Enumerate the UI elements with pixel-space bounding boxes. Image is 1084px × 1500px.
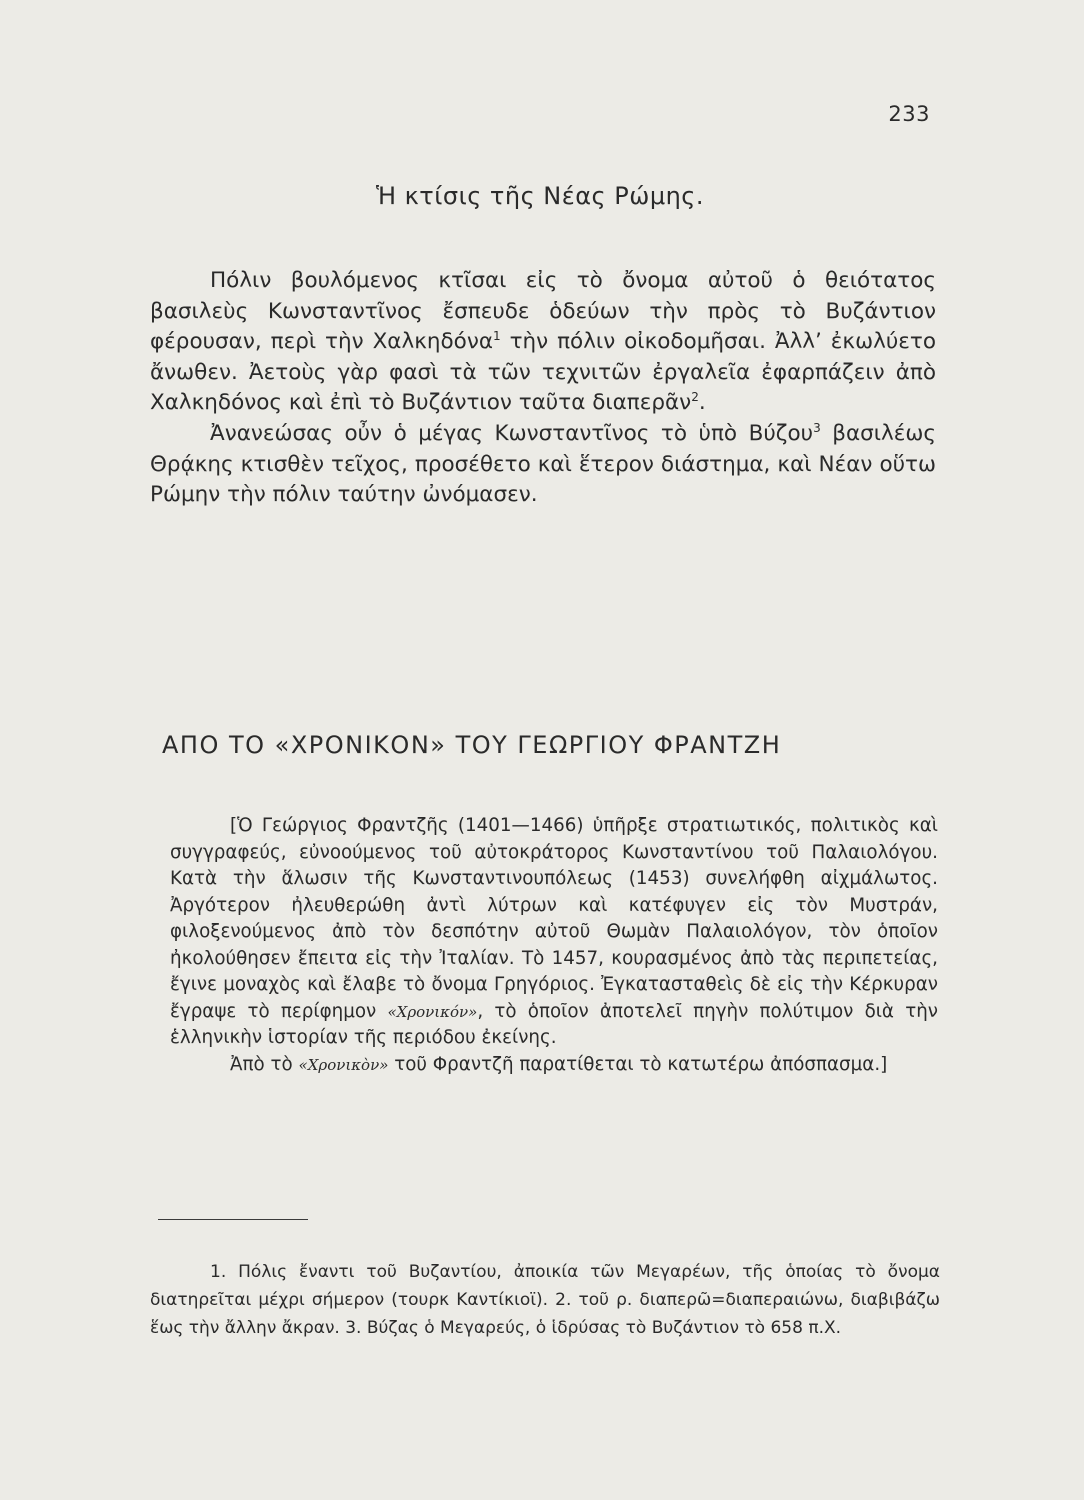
page-number: 233 bbox=[888, 102, 930, 126]
footnote-mark-3: 3 bbox=[813, 420, 821, 435]
footnotes bbox=[150, 1258, 940, 1342]
footnote-mark-1: 1 bbox=[493, 329, 501, 344]
footnote-divider bbox=[158, 1219, 308, 1220]
intro-paragraph-1 bbox=[170, 813, 938, 1052]
paragraph-2 bbox=[150, 419, 936, 511]
paragraph-1-text: Πόλιν βουλόμενος κτῖσαι εἰς τὸ ὄνομα αὐτοῦ ὁ θειότατος βασιλεὺς Κωνσταντῖνος ἔσπευδε ὁδεύων τὴν πρὸς τὸ Βυζάντιον φέρουσαν, περὶ τὴν Χαλκηδόνα bbox=[150, 268, 936, 355]
intro-paragraph-2 bbox=[170, 1052, 938, 1079]
work-title-2: «Χρονικὸν» bbox=[298, 1055, 389, 1074]
intro-text-1: [Ὁ Γεώργιος Φραντζῆς (1401—1466) ὑπῆρξε στρατιωτικός, πολιτικὸς καὶ συγγραφεύς, εὐνοούμενος τοῦ αὐτοκράτορος Κωνσταντίνου τοῦ Παλαιολόγου. Κατὰ τὴν ἅλωσιν τῆς Κωνσταντινουπόλεως (1453) συνελήφθη αἰχμάλωτος. Ἀργότερον ἠλευθερώθη ἀντὶ λύτρων καὶ κατέφυγεν εἰς τὸν Μυστράν, φιλοξενούμενος ἀπὸ τὸν δεσπότην αὐτοῦ Θωμὰν Παλαιολόγον, τὸν ὁποῖον ἠκολούθησεν ἔπειτα εἰς τὴν Ἰταλίαν. Τὸ 1457, κουρασμένος ἀπὸ τὰς περιπετείας, ἔγινε μοναχὸς καὶ ἔλαβε τὸ ὄνομα Γρηγόριος. Ἐγκατασταθεὶς δὲ εἰς τὴν Κέρκυραν ἔγραψε τὸ περίφημον bbox=[170, 815, 938, 1022]
paragraph-1-end: . bbox=[698, 390, 706, 416]
footnote-text: 1. Πόλις ἔναντι τοῦ Βυζαντίου, ἀποικία τῶν Μεγαρέων, τῆς ὁποίας τὸ ὄνομα διατηρεῖται μέχρι σήμερον (τουρκ Καντίκιοϊ). 2. τοῦ ρ. διαπερῶ=διαπεραιώνω, διαβιβάζω ἕως τὴν ἄλλην ἄκραν. 3. Βύζας ὁ Μεγαρεύς, ὁ ἱδρύσας τὸ Βυζάντιον τὸ 658 π.Χ. bbox=[150, 1262, 940, 1338]
main-text bbox=[150, 266, 936, 511]
paragraph-2-text: Ἀνανεώσας οὖν ὁ μέγας Κωνσταντῖνος τὸ ὑπὸ Βύζου bbox=[210, 420, 814, 446]
intro-text-2: , τὸ ὁποῖον ἀποτελεῖ πηγὴν πολύτιμον διὰ τὴν ἑλληνικὴν ἱστορίαν τῆς περιόδου ἐκείνης. bbox=[170, 1000, 938, 1048]
paragraph-1 bbox=[150, 266, 936, 419]
editor-intro bbox=[170, 813, 938, 1078]
paragraph-2-text-cont: βασιλέως Θρᾴκης κτισθὲν τεῖχος, προσέθετο καὶ ἕτερον διάστημα, καὶ Νέαν οὕτω Ρώμην τὴν πόλιν ταύτην ὠνόμασεν. bbox=[150, 420, 936, 508]
work-title-1: «Χρονικόν» bbox=[387, 1002, 478, 1021]
paragraph-1-text-cont: τὴν πόλιν οἰκοδομῆσαι. Ἀλλ’ ἐκωλύετο ἄνωθεν. Ἀετοὺς γὰρ φασὶ τὰ τῶν τεχνιτῶν ἐργαλεῖα ἐφαρπάζειν ἀπὸ Χαλκηδόνος καὶ ἐπὶ τὸ Βυζάντιον ταῦτα διαπερᾶν bbox=[150, 329, 936, 416]
chapter-title: Ἡ κτίσις τῆς Νέας Ρώμης. bbox=[375, 182, 705, 210]
intro-text-4: τοῦ Φραντζῆ παρατίθεται τὸ κατωτέρω ἀπόσπασμα.] bbox=[388, 1053, 888, 1075]
section-heading: ΑΠΟ ΤΟ «ΧΡΟΝΙΚΟΝ» ΤΟΥ ΓΕΩΡΓΙΟΥ ΦΡΑΝΤΖΗ bbox=[162, 731, 782, 759]
intro-text-3: Ἀπὸ τὸ bbox=[230, 1053, 299, 1075]
footnote-mark-2: 2 bbox=[691, 390, 699, 405]
